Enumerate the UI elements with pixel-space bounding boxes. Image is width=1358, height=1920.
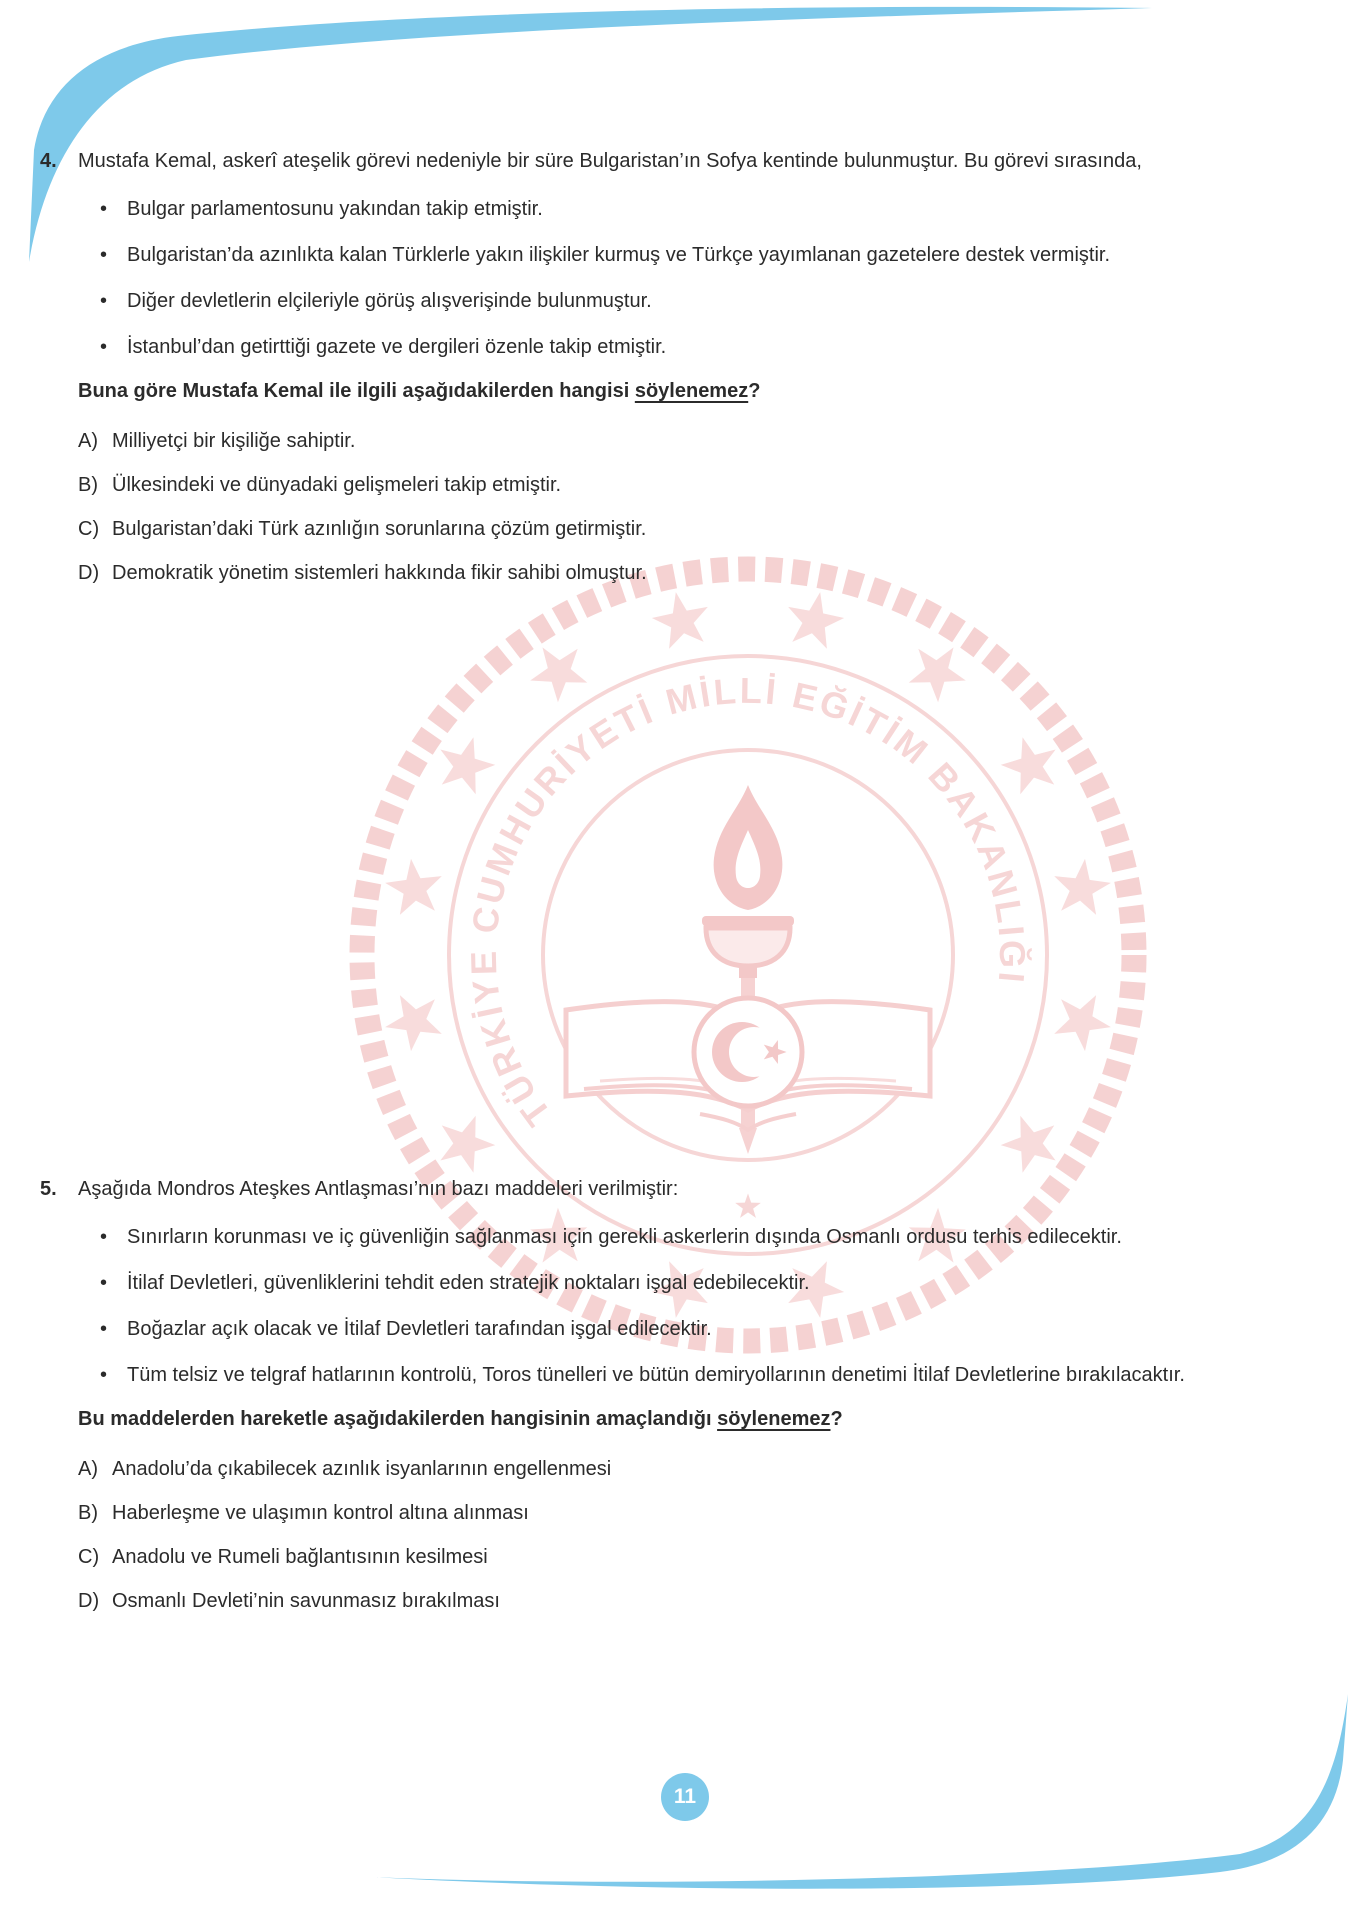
- list-item: [40, 1271, 1332, 1295]
- option-letter: A): [78, 1458, 98, 1480]
- bullet-text: Boğazlar açık olacak ve İtilaf Devletleri tarafından işgal edilecektir.: [127, 1318, 712, 1340]
- option-text: Demokratik yönetim sistemleri hakkında fikir sahibi olmuştur.: [112, 562, 647, 584]
- list-item: [40, 1317, 1332, 1341]
- stem-text: Buna göre Mustafa Kemal ile ilgili aşağıdakilerden hangisi: [78, 380, 635, 402]
- option-text: Osmanlı Devleti’nin savunmasız bırakılması: [112, 1590, 500, 1612]
- bullet-icon: •: [100, 1272, 108, 1294]
- option-letter: A): [78, 430, 98, 452]
- list-item: [40, 289, 1332, 313]
- question-4-number: 4.: [40, 150, 57, 172]
- option-d: [78, 561, 1332, 585]
- question-4-stem: [78, 379, 1332, 403]
- bullet-text: Tüm telsiz ve telgraf hatlarının kontrolü, Toros tünelleri ve bütün demiryollarının denetimi İtilaf Devletlerine bırakılacaktır.: [127, 1364, 1185, 1386]
- question-5-intro: Aşağıda Mondros Ateşkes Antlaşması’nın bazı maddeleri verilmiştir:: [78, 1178, 679, 1200]
- question-5: [40, 1178, 1332, 1613]
- list-item: [40, 335, 1332, 359]
- question-4-intro: Mustafa Kemal, askerî ateşelik görevi nedeniyle bir süre Bulgaristan’ın Sofya kentinde bulunmuştur. Bu görevi sırasında,: [78, 150, 1142, 172]
- bottom-swoosh: [372, 1694, 1348, 1889]
- option-a: [78, 429, 1332, 453]
- bullet-text: Diğer devletlerin elçileriyle görüş alışverişinde bulunmuştur.: [127, 290, 652, 312]
- stem-text: Bu maddelerden hareketle aşağıdakilerden hangisinin amaçlandığı: [78, 1408, 718, 1430]
- bullet-text: Bulgar parlamentosunu yakından takip etmiştir.: [127, 198, 543, 220]
- option-d: [78, 1589, 1332, 1613]
- option-letter: C): [78, 1546, 100, 1568]
- option-text: Ülkesindeki ve dünyadaki gelişmeleri takip etmiştir.: [112, 474, 562, 496]
- option-letter: B): [78, 1502, 98, 1524]
- list-item: [40, 243, 1332, 267]
- bullet-icon: •: [100, 290, 108, 312]
- option-text: Haberleşme ve ulaşımın kontrol altına alınması: [112, 1502, 529, 1524]
- option-text: Anadolu ve Rumeli bağlantısının kesilmesi: [112, 1546, 488, 1568]
- watermark-ring-text: TÜRKİYE CUMHURİYETİ MİLLİ EĞİTİM BAKANLIĞI: [462, 669, 1034, 1134]
- question-4-bullets: [40, 197, 1332, 359]
- question-5-options: [78, 1457, 1332, 1613]
- list-item: [40, 197, 1332, 221]
- option-text: Bulgaristan’daki Türk azınlığın sorunlarına çözüm getirmiştir.: [112, 518, 647, 540]
- question-4-options: [78, 429, 1332, 585]
- bullet-icon: •: [100, 198, 108, 220]
- stem-suffix: ?: [830, 1408, 843, 1430]
- list-item: [40, 1225, 1332, 1249]
- bullet-icon: •: [100, 336, 108, 358]
- question-4: [40, 150, 1332, 585]
- option-letter: B): [78, 474, 98, 496]
- list-item: [40, 1363, 1332, 1387]
- option-b: [78, 1501, 1332, 1525]
- bullet-text: Sınırların korunması ve iç güvenliğin sağlanması için gerekli askerlerin dışında Osmanlı ordusu terhis edilecektir.: [127, 1226, 1122, 1248]
- page-number-badge: 11: [661, 1773, 709, 1821]
- bullet-text: İstanbul’dan getirttiği gazete ve dergileri özenle takip etmiştir.: [127, 336, 667, 358]
- option-a: [78, 1457, 1332, 1481]
- bullet-icon: •: [100, 244, 108, 266]
- question-5-number: 5.: [40, 1178, 57, 1200]
- bullet-icon: •: [100, 1318, 108, 1340]
- question-5-bullets: [40, 1225, 1332, 1387]
- bullet-text: Bulgaristan’da azınlıkta kalan Türklerle yakın ilişkiler kurmuş ve Türkçe yayımlanan gazetelere destek vermiştir.: [127, 244, 1111, 266]
- stem-underlined-word: söylenemez: [717, 1408, 831, 1430]
- bullet-icon: •: [100, 1226, 108, 1248]
- option-c: [78, 517, 1332, 541]
- option-b: [78, 473, 1332, 497]
- option-c: [78, 1545, 1332, 1569]
- option-text: Anadolu’da çıkabilecek azınlık isyanlarının engellenmesi: [112, 1458, 612, 1480]
- option-letter: D): [78, 1590, 100, 1612]
- bullet-icon: •: [100, 1364, 108, 1386]
- option-letter: C): [78, 518, 100, 540]
- watermark-crescent-star-icon: [694, 998, 802, 1106]
- option-text: Milliyetçi bir kişiliğe sahiptir.: [112, 430, 356, 452]
- question-5-stem: [78, 1407, 1332, 1431]
- bullet-text: İtilaf Devletleri, güvenliklerini tehdit eden stratejik noktaları işgal edebilecektir.: [127, 1272, 810, 1294]
- stem-underlined-word: söylenemez: [634, 380, 749, 402]
- stem-suffix: ?: [748, 380, 761, 402]
- option-letter: D): [78, 562, 100, 584]
